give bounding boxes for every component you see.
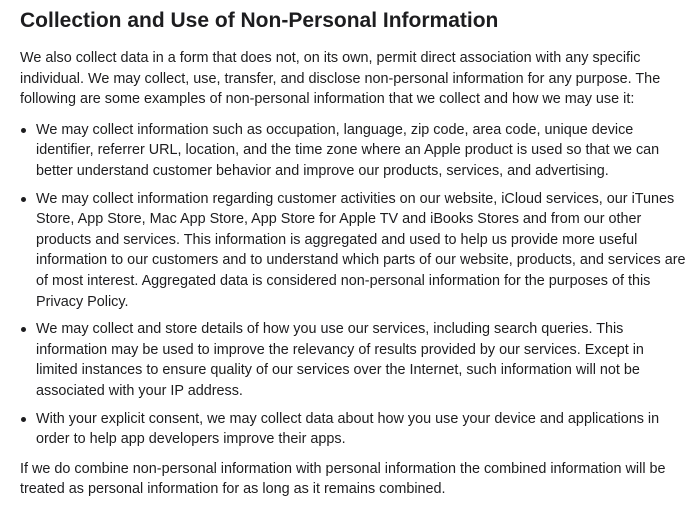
list-item <box>20 189 686 313</box>
list-item-text: With your explicit consent, we may collect data about how you use your device and applications in order to help app developers improve their apps. <box>36 410 660 448</box>
bullet-icon <box>21 197 26 202</box>
list-item <box>20 319 686 401</box>
list-item-text: We may collect information regarding customer activities on our website, iCloud services, our iTunes Store, App Store, Mac App Store, App Store for Apple TV and iBooks Stores and from our other products and services. This information is aggregated and used to help us provide more useful information to our customers and to understand which parts of our website, products, and services are of most interest. Aggregated data is considered non-personal information for the purposes of this Privacy Policy. <box>36 190 686 310</box>
list-item-text: We may collect information such as occupation, language, zip code, area code, unique device identifier, referrer URL, location, and the time zone where an Apple product is used so that we can better understand customer behavior and improve our products, services, and advertising. <box>36 121 660 179</box>
intro-paragraph: We also collect data in a form that does not, on its own, permit direct association with any specific individual. We may collect, use, transfer, and disclose non-personal information for any purpose. The following are some examples of non-personal information that we collect and how we may use it: <box>20 50 661 108</box>
bullet-icon <box>21 417 26 422</box>
list-item <box>20 409 686 450</box>
section-heading: Collection and Use of Non-Personal Information <box>20 9 499 32</box>
list-item-text: We may collect and store details of how you use our services, including search queries. This information may be used to improve the relevancy of results provided by our services. Except in limited instances to ensure quality of our services over the Internet, such information will not be associated with your IP address. <box>36 321 644 399</box>
closing-paragraph: If we do combine non-personal information with personal information the combined information will be treated as personal information for as long as it remains combined. <box>20 460 666 498</box>
list-item <box>20 120 686 182</box>
bullet-icon <box>21 128 26 133</box>
bullet-icon <box>21 327 26 332</box>
examples-list <box>20 120 686 450</box>
